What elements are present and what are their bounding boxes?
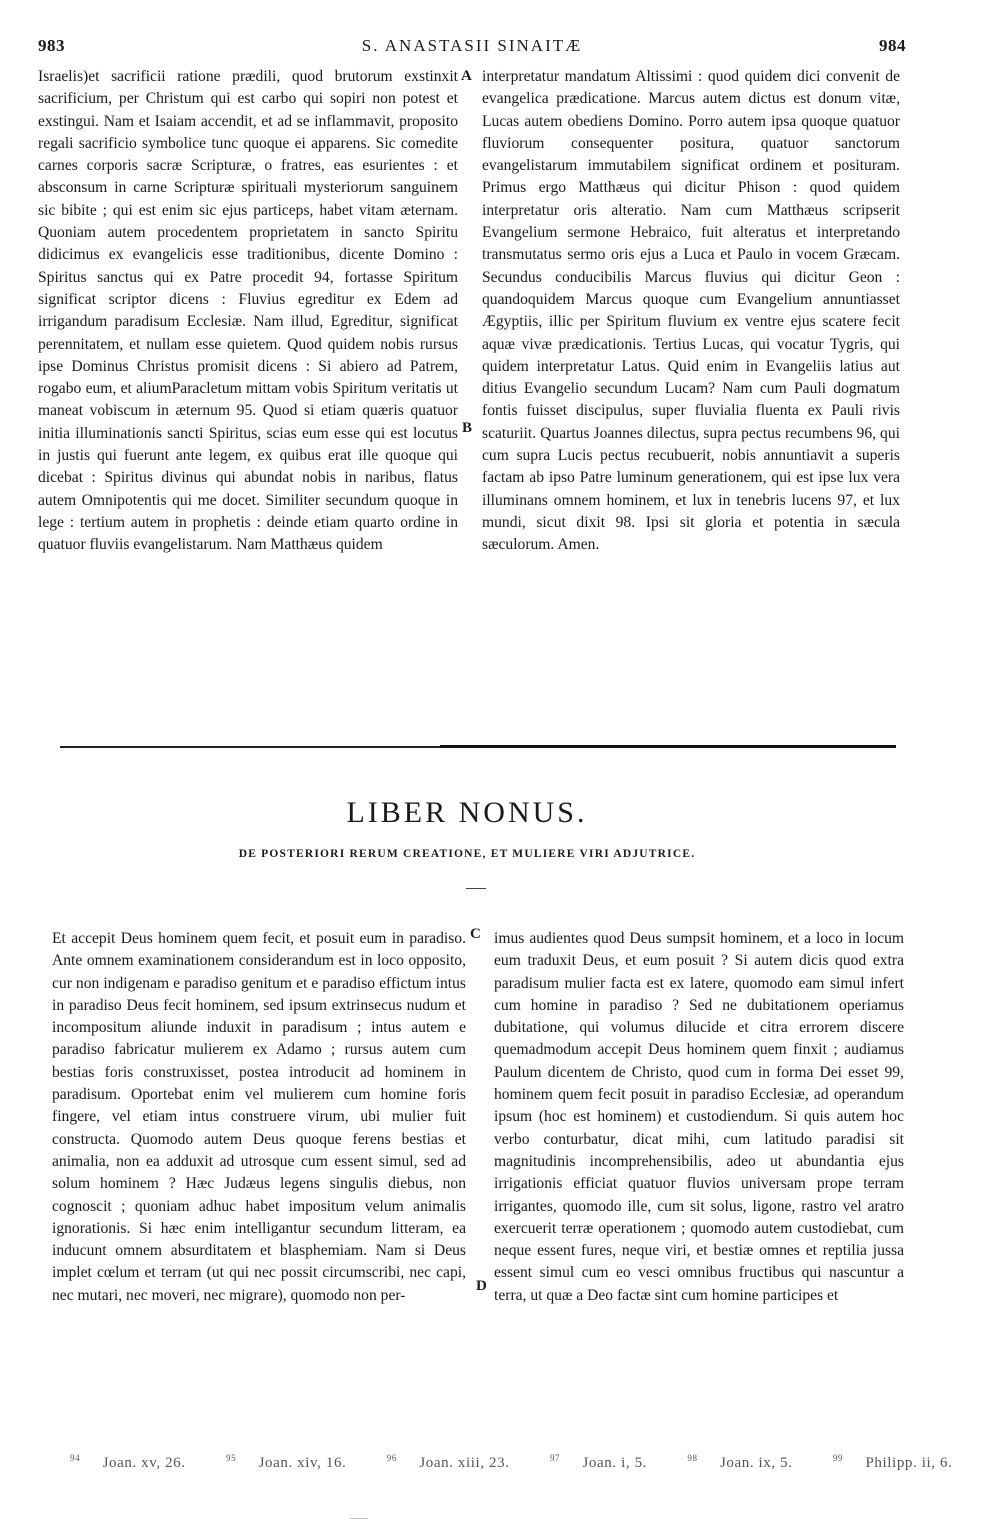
paragraph: Israelis)et sacrificii ratione prædili, quod brutorum exstinxit sacrificium, per Christum qui est carbo qui sopiri non potest et exstingui. Nam et Isaiam accendit, et ad se inflammavit, proposito regali sacrificio symbolice tunc quoque ei apparens. Sic comedite carnes corporis sacræ Scripturæ, o fratres, eas esurientes : et absconsum in carne Scripturæ spirituali mysteriorum sanguinem sic bibite ; qui est enim sic ejus particeps, habet vitam æternam. Quoniam autem procedentem proprietatem in sancto Spiritu didicimus ex evangelicis esse traditionibus, dicente Domino : Spiritus sanctus qui ex Patre procedit 94, fortasse Spiritum significat scriptor dicens : Fluvius egreditur ex Edem ad irrigandum paradisum Ecclesiæ. Nam illud, Egreditur, significat perennitatem, et nullam esse quietem. Quod quidem nobis rursus ipse Dominus Christus promisit dicens : Si abiero ad Patrem, rogabo eum, et aliumParacletum mittam vobis Spiritum veritatis ut maneat vobiscum in æternum 95. Quod si etiam quæris quatuor initia illuminationis sancti Spiritus, scias eum esse qui est locutus in justis qui fuerunt ante legem, ex quibus erat ille quoque qui dicebat : Spiritus divinus qui abundat nobis in naribus, flatus autem Omnipotentis qui me docet. Similiter secundum quoque in lege : tertium autem in prophetis : deinde etiam quarto ordine in quatuor fluviis evangelistarum. Nam Matthæus quidem (38, 68, 458, 554)
running-header (38, 36, 906, 60)
column-left-lower (52, 928, 466, 1307)
column-right-upper (482, 66, 900, 557)
page-number-right: 984 (879, 36, 906, 55)
section-marker-d: D (476, 1278, 487, 1294)
column-left-upper (38, 66, 458, 557)
ornament-dash (466, 888, 486, 889)
print-mark (350, 1518, 368, 1519)
book-subtitle: DE POSTERIORI RERUM CREATIONE, ET MULIERE VIRI ADJUTRICE. (238, 848, 696, 860)
column-right-lower (494, 928, 904, 1307)
page-number-left: 983 (38, 36, 65, 55)
section-marker-c: C (470, 926, 481, 942)
section-marker-b: B (462, 420, 473, 436)
footnotes (70, 1453, 953, 1472)
book-title: LIBER NONUS. (346, 796, 588, 829)
running-title: S. ANASTASII SINAITÆ (361, 36, 583, 55)
section-divider-thick (440, 745, 896, 748)
paragraph: interpretatur mandatum Altissimi : quod quidem dici convenit de evangelica prædicatione. Marcus autem dictus est donum vitæ, Lucas autem obediens Domino. Porro autem ipsa quoque quatuor fluviorum consequenter positura, quatuor sanctorum evangelistarum immutabilem significat ordinem et posituram. Primus ergo Matthæus qui dicitur Phison : quod quidem interpretatur oris alteratio. Nam cum Matthæus scripserit Evangelium sermone Hebraico, fuit alteratus et interpretando transmutatus sermo oris ejus a Luca et Paulo in vocem Græcam. Secundus conducibilis Marcus fluvius qui dicitur Geon : quandoquidem Marcus quoque cum Evangelium annuntiasset Ægyptiis, illic per Spiritum fluvium ex ventre ejus scatere fecit aquæ vivæ prædicationis. Tertius Lucas, qui vocatur Tygris, qui quidem interpretatur Latus. Quid enim in Evangeliis latius aut ditius Evangelio secundum Lucam? Nam cum Pauli dogmatum fontis fuisset discipulus, super fluvialia fluenta ex Pauli rivis scaturiit. Quartus Joannes dilectus, supra pectus recumbens 96, qui cum supra Lucis pectus recubuerit, nobis annuntiavit a superis factam ab ipso Patre luminum generationem, qui est ipse lux vera illuminans omnem hominem, et lux in tenebris lucens 97, et lux mundi, sicut dixit 98. Ipsi sit gloria et potentia in sæcula sæculorum. Amen. (482, 68, 900, 554)
footnote: $^{99}$ Philipp. ii, 6. (832, 1453, 953, 1471)
section-marker-a: A (461, 68, 472, 84)
footnote: $^{97}$ Joan. i, 5. (549, 1453, 648, 1471)
footnote: $^{96}$ Joan. xiii, 23. (386, 1453, 510, 1471)
paragraph: Et accepit Deus hominem quem fecit, et posuit eum in paradiso. Ante omnem examinationem considerandum est in loco opposito, cur non indigenam e paradiso genitum et e paradiso effictum intus in paradiso Deus fecit hominem, sed ipsum extrinsecus nudum et incompositum aliunde induxit in paradisum ; intus autem e paradiso fabricatur mulierem ex Adamo ; rursus autem cum bestias foris construxisset, postea introducit ad hominem in paradisum. Oportebat enim vel mulierem cum homine foris fingere, vel etiam intus construere virum, ubi mulier fuit constructa. Quomodo autem Deus quoque ferens bestias et animalia, non ea adduxit ad utrosque cum essent simul, sed ad solum hominem ? Hæc Judæus legens singulis diebus, non cognoscit ; quoniam adhuc habet impositum velum animalis ignorationis. Si hæc enim intelligantur secundum litteram, ea inducunt omnem absurditatem et blasphemiam. Nam si Deus implet cœlum et terram (ut qui nec possit circumscribi, nec capi, nec mutari, nec moveri, nec migrare), quomodo non per- (52, 930, 466, 1304)
footnote: $^{98}$ Joan. ix, 5. (687, 1453, 793, 1471)
paragraph: imus audientes quod Deus sumpsit hominem, et a loco in locum eum traduxit Deus, et eum posuit ? Si autem dicis quod extra paradisum mulier facta est ex latere, quomodo eam simul infert cum homine in paradiso ? Sed ne dubitationem operiamus dubitatione, qui volumus dilucide et citra errorem discere quemadmodum accepit Deus hominem quem finxit ; audiamus Paulum dicentem de Christo, quod cum in forma Dei esset 99, hominem quem fecit posuit in paradiso Ecclesiæ, ad operandum ipsum (hoc est hominem) et custodiendum. Si quis autem hoc verbo conturbatur, dicat mihi, cum latitudo paradisi sit magnitudinis incomprehensibilis, adeo ut abundantia ejus irrigationis efficiat quatuor fluvios universam prope terram irrigantes, quomodo ille, cum sit solus, ligone, rastro vel aratro exercuerit terræ operationem ; quomodo autem custodiebat, cum neque essent fures, neque viri, et bestiæ omnes et reptilia jussa essent simul cum eo vesci omnibus fructibus qui nascuntur a terra, ut quæ a Deo factæ sint cum homine participes et (494, 930, 904, 1304)
footnote: $^{94}$ Joan. xv, 26. (70, 1453, 186, 1471)
footnote: $^{95}$ Joan. xiv, 16. (226, 1453, 347, 1471)
